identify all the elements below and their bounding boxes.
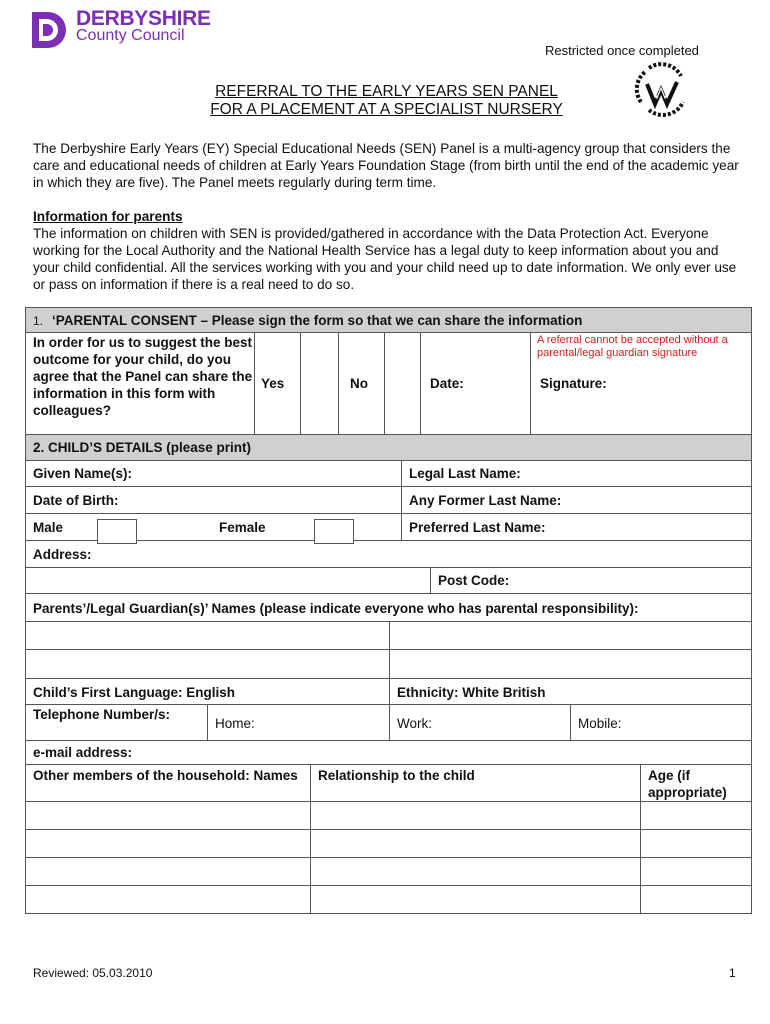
household-relationship-field-2[interactable]	[310, 830, 640, 857]
reviewed-date: Reviewed: 05.03.2010	[33, 966, 153, 980]
page-number: 1	[729, 966, 736, 980]
title-line-1: REFERRAL TO THE EARLY YEARS SEN PANEL	[215, 83, 558, 100]
parents-label-row	[25, 594, 752, 622]
info-paragraph: The information on children with SEN is provided/gathered in accordance with the Data Protection Act. Everyone working for the Local Authority and the National Health Service has a legal duty to keep information about you and your child confidential. All the services working with you and your child need up to date information. We only ever use or pass on information if there is a real need to do so.	[33, 226, 737, 292]
former-last-name-label: Any Former Last Name:	[409, 493, 562, 508]
household-row-2	[25, 830, 752, 858]
parent-name-field-1[interactable]	[26, 622, 389, 649]
address-label: Address:	[33, 547, 92, 562]
email-field[interactable]: e-mail address:	[33, 745, 133, 760]
relationship-label: Relationship to the child	[318, 768, 475, 783]
derbyshire-logo	[30, 7, 211, 52]
given-names-row	[25, 461, 752, 487]
former-last-name-field[interactable]	[401, 487, 753, 513]
household-age-field-3[interactable]	[640, 858, 753, 885]
household-row-3	[25, 858, 752, 886]
age-column	[640, 765, 753, 801]
household-age-field-4[interactable]	[640, 886, 753, 913]
first-language[interactable]: Child’s First Language: English	[33, 685, 236, 700]
relationship-column	[310, 765, 640, 801]
telephone-row	[25, 705, 752, 741]
parents-row-2	[25, 650, 752, 679]
work-phone-field[interactable]	[389, 705, 570, 740]
gender-row	[25, 514, 752, 541]
info-heading: Information for parents	[33, 209, 183, 224]
child-details-header-row	[25, 435, 752, 461]
parent-name-field-3[interactable]	[26, 650, 389, 678]
mobile-label: Mobile:	[578, 716, 622, 731]
no-label: No	[350, 376, 368, 391]
consent-date-field[interactable]	[420, 333, 530, 434]
logo-name: DERBYSHIRE	[76, 7, 211, 30]
ethnicity-field[interactable]	[389, 679, 753, 704]
post-code-label: Post Code:	[438, 573, 510, 588]
consent-question: In order for us to suggest the best outcome for your child, do you agree that the Panel can share the information in this form with colleagues?	[33, 335, 253, 418]
consent-date-label: Date:	[430, 376, 464, 391]
male-label: Male	[33, 520, 64, 535]
household-header-row	[25, 765, 752, 802]
given-names-field[interactable]: Given Name(s):	[33, 466, 133, 481]
intro-paragraph: The Derbyshire Early Years (EY) Special Educational Needs (SEN) Panel is a multi-agency group that considers the care and educational needs of children at Early Years Foundation Stage (from birth until the end of the academic year in which they are five). The Panel meets regularly during term time.	[33, 141, 739, 190]
child-details-heading: 2. CHILD’S DETAILS (please print)	[33, 440, 252, 455]
yes-checkbox[interactable]	[300, 333, 338, 434]
household-relationship-field-3[interactable]	[310, 858, 640, 885]
mobile-phone-field[interactable]	[570, 705, 753, 740]
signature-label: Signature:	[540, 376, 607, 391]
parents-row-1	[25, 622, 752, 650]
consent-number: 1.	[33, 314, 44, 328]
address-row	[25, 541, 752, 568]
dob-row	[25, 487, 752, 514]
telephone-label: Telephone Number/s:	[33, 707, 171, 722]
form-title	[0, 83, 770, 119]
household-name-field-2[interactable]	[26, 830, 310, 857]
yes-label: Yes	[261, 376, 285, 391]
age-label: Age (if appropriate)	[648, 768, 727, 800]
household-name-field-4[interactable]	[26, 886, 310, 913]
home-label: Home:	[215, 716, 255, 731]
household-row-4	[25, 886, 752, 914]
household-age-field-2[interactable]	[640, 830, 753, 857]
council-d-icon	[30, 10, 72, 50]
legal-last-name-field[interactable]	[401, 461, 753, 486]
consent-heading: ‘PARENTAL CONSENT – Please sign the form so that we can share the information	[52, 313, 583, 328]
title-line-2: FOR A PLACEMENT AT A SPECIALIST NURSERY	[210, 101, 563, 118]
yes-cell[interactable]	[254, 333, 300, 434]
household-names-label: Other members of the household: Names	[33, 768, 298, 783]
language-row	[25, 679, 752, 705]
logo-subtitle: County Council	[76, 27, 185, 44]
parent-name-field-4[interactable]	[389, 650, 753, 678]
work-label: Work:	[397, 716, 433, 731]
household-row-1	[25, 802, 752, 830]
parents-label: Parents’/Legal Guardian(s)’ Names (please indicate everyone who has parental responsibility):	[33, 601, 639, 616]
ethnicity-label: Ethnicity: White British	[397, 685, 546, 700]
household-age-field-1[interactable]	[640, 802, 753, 829]
signature-warning: A referral cannot be accepted without a parental/legal guardian signature	[537, 334, 728, 359]
female-label: Female	[219, 520, 266, 535]
preferred-last-name-field[interactable]	[401, 514, 753, 540]
household-name-field-3[interactable]	[26, 858, 310, 885]
address-line-field[interactable]	[26, 568, 430, 593]
dob-field[interactable]: Date of Birth:	[33, 493, 119, 508]
signature-field[interactable]	[530, 333, 752, 434]
legal-last-name-label: Legal Last Name:	[409, 466, 521, 481]
no-cell[interactable]	[338, 333, 384, 434]
address-line-row	[25, 568, 752, 594]
no-checkbox[interactable]	[384, 333, 420, 434]
household-name-field-1[interactable]	[26, 802, 310, 829]
home-phone-field[interactable]	[207, 705, 389, 740]
household-relationship-field-1[interactable]	[310, 802, 640, 829]
post-code-field[interactable]	[430, 568, 753, 593]
restricted-note: Restricted once completed	[545, 43, 699, 58]
email-row	[25, 741, 752, 765]
consent-header-row	[25, 307, 752, 333]
parent-name-field-2[interactable]	[389, 622, 753, 649]
household-relationship-field-4[interactable]	[310, 886, 640, 913]
consent-row	[25, 333, 752, 435]
preferred-last-name-label: Preferred Last Name:	[409, 520, 546, 535]
